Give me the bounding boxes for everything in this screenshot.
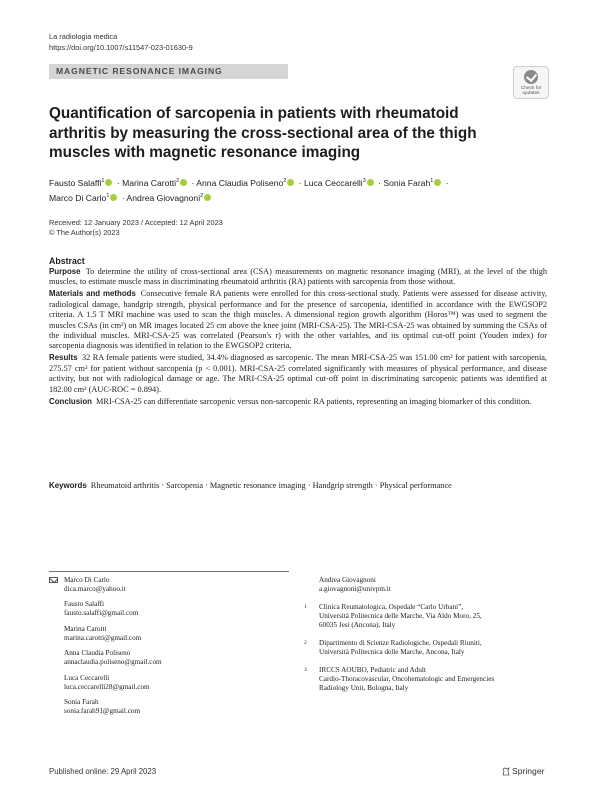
- contact-email[interactable]: fausto.salaffi@gmail.com: [64, 609, 139, 618]
- contact-name: Luca Ceccarelli: [64, 673, 110, 682]
- abstract-conclusion: Conclusion MRI-CSA-25 can differentiate sarcopenic versus non-sarcopenic RA patients, representing an imaging biomarker of this condition.: [49, 396, 532, 406]
- author-contacts: [49, 576, 299, 722]
- affiliation-1: 1 Clinica Reumatologica, Ospedale “Carlo Urbani”, Università Politecnica delle Marche, Via Aldo Moro, 25, 60035 Jesi (Ancona), Italy: [304, 603, 482, 629]
- affiliations-column: [304, 576, 549, 693]
- author-item[interactable]: Marina Carotti$^2$: [122, 178, 189, 188]
- orcid-icon[interactable]: [110, 194, 117, 201]
- orcid-icon[interactable]: [105, 179, 112, 186]
- published-online: Published online: 29 April 2023: [49, 767, 157, 776]
- author-list: Fausto Salaffi$^1$ · Marina Carotti$^2$ · Anna Claudia Poliseno$^2$ · Luca Ceccarelli$^3$ · Sonia Farah$^1$ · Marco Di Carlo$^1$ · Andrea Giovagnoni$^2$: [49, 177, 449, 203]
- contact-name: Sonia Farah: [64, 697, 99, 706]
- orcid-icon[interactable]: [367, 179, 374, 186]
- section-banner-label: MAGNETIC RESONANCE IMAGING: [56, 66, 223, 76]
- abstract-results: Results 32 RA female patients were studied, 34.4% diagnosed as sarcopenic. The mean MRI-CSA-25 was 151.00 cm² for patient with sarcopenia, 275.57 cm² for patient without sarcopenia (p < 0.001). MRI-CSA-25 correlated significantly with measures of physical performance, and disease activity, but not with radiological damage or age. The MRI-CSA-25 optimal cut-off point in discriminating sarcopenic patients was identified at 182.00 cm² (AUC-ROC = 0.894).: [49, 353, 548, 394]
- check-icon: [524, 70, 538, 84]
- copyright: © The Author(s) 2023: [49, 228, 120, 237]
- envelope-icon: [49, 577, 58, 583]
- orcid-icon[interactable]: [287, 179, 294, 186]
- abstract-methods: Materials and methods Consecutive female RA patients were enrolled for this cross-sectional study. Patients were assessed for disease activity, radiological damage, handgrip strength, physical performance and for the presence of sarcopenia, identified in accordance with the EWGSOP2 criteria. A 1.5 T MRI machine was used to scan the thigh muscles. A dimensional region growth algorithm (Horos™) was used to segment the muscles CSAs (in cm²) on MR images located 25 cm above the knee joint (MRI-CSA-25). The MRI-CSA-25 was obtained by summing the CSAs of the individual muscles. MRI-CSA-25 was correlated (Pearson's r) with the other variables, and its optimal cut-off point (Youden index) for sarcopenia diagnosis was identified in relation to the EWGSOP2 criteria.: [49, 289, 547, 351]
- doi-link[interactable]: https://doi.org/10.1007/s11547-023-01630-9: [49, 43, 193, 52]
- article-dates: [49, 218, 223, 238]
- keywords-text: Rheumatoid arthritis · Sarcopenia · Magnetic resonance imaging · Handgrip strength · Physical performance: [90, 481, 452, 490]
- contact-name: Fausto Salaffi: [64, 600, 104, 609]
- journal-header: [49, 31, 193, 53]
- orcid-icon[interactable]: [204, 194, 211, 201]
- contact-email[interactable]: sonia.farah91@gmail.com: [64, 706, 141, 715]
- orcid-icon[interactable]: [180, 179, 187, 186]
- author-item[interactable]: Anna Claudia Poliseno$^2$: [196, 178, 296, 188]
- abstract-body: [49, 267, 547, 409]
- paper-title: Quantification of sarcopenia in patients with rheumatoid arthritis by measuring the cross-sectional area of the thigh muscles with magnetic resonance imaging: [49, 105, 477, 161]
- contact-email[interactable]: luca.ceccarelli28@gmail.com: [64, 682, 150, 691]
- badge-line2: updates: [522, 91, 540, 96]
- check-for-updates-badge[interactable]: [513, 66, 549, 99]
- affiliation-2: 2 Dipartimento di Scienze Radiologiche, Ospedali Riuniti, Università Politecnica delle Marche, Ancona, Italy: [304, 639, 482, 656]
- contact-entry: [49, 625, 299, 643]
- contact-email[interactable]: a.giovagnoni@univpm.it: [319, 585, 391, 593]
- author-item[interactable]: Marco Di Carlo$^1$: [49, 193, 119, 203]
- received-accepted: Received: 12 January 2023 / Accepted: 12 April 2023: [49, 218, 223, 227]
- contact-name: Andrea Giovagnoni: [319, 576, 376, 584]
- contact-entry: [49, 600, 299, 618]
- contact-email[interactable]: marina.carotti@gmail.com: [64, 633, 142, 642]
- affiliation-3: 3 IRCCS AOUBO, Pediatric and Adult Cardio-Thoracovascular, Oncohematologic and Emergencies Radiology Unit, Bologna, Italy: [304, 666, 495, 692]
- contact-email[interactable]: annaclaudia.poliseno@gmail.com: [64, 658, 162, 667]
- section-banner: [49, 64, 288, 79]
- journal-name: La radiologia medica: [49, 32, 118, 41]
- badge-line1: Check for: [520, 86, 542, 91]
- corresponding-contact: [49, 576, 299, 594]
- keywords-label: Keywords: [49, 481, 87, 490]
- footnote-divider: [49, 571, 289, 572]
- contact-email[interactable]: dica.marco@yahoo.it: [64, 585, 126, 593]
- contact-name: Anna Claudia Poliseno: [64, 649, 131, 658]
- author-item[interactable]: Sonia Farah$^1$: [383, 178, 443, 188]
- author-item[interactable]: Luca Ceccarelli$^3$: [304, 178, 376, 188]
- contact-entry: [49, 698, 299, 716]
- contact-entry: [49, 674, 299, 692]
- author-item[interactable]: Fausto Salaffi$^1$: [49, 178, 114, 188]
- springer-horse-icon: [502, 767, 510, 776]
- abstract-purpose: Purpose To determine the utility of cross-sectional area (CSA) measurements on magnetic resonance imaging (MRI), at the level of the thigh muscles, to estimate muscle mass in discriminating rheumatoid arthritis (RA) patients with sarcopenia from those without.: [49, 267, 547, 287]
- keywords: [49, 481, 547, 490]
- contact-entry: [49, 649, 299, 667]
- abstract-heading: Abstract: [49, 256, 85, 266]
- orcid-icon[interactable]: [434, 179, 441, 186]
- publisher-logo: [502, 766, 544, 776]
- author-item[interactable]: Andrea Giovagnoni$^2$: [127, 193, 214, 203]
- contact-name: Marco Di Carlo: [64, 576, 110, 584]
- publisher-name: Springer: [512, 766, 545, 776]
- contact-entry: [304, 576, 549, 594]
- contact-name: Marina Carotti: [64, 624, 107, 633]
